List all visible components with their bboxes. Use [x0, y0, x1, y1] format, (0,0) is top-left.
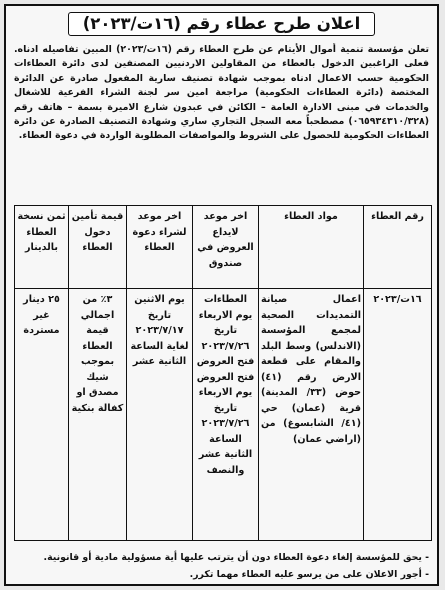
cell-purchase-deadline: يوم الاثنين تاريخ ٢٠٢٣/٧/١٧ لغاية الساعة الثانية عشر — [127, 289, 193, 541]
cell-submission-deadline: العطاءات يوم الاربعاء تاريخ ٢٠٢٣/٧/٢٦ فتح العروض فتح العروض يوم الاربعاء تاريخ ٢٠٢٣/٧/٢٦ الساعة الثانية عشر والنصف — [193, 289, 259, 541]
intro-paragraph: تعلن مؤسسة تنمية أموال الأيتام عن طرح العطاء رقم (١٦ت/٢٠٢٣) المبين تفاصيله ادناه. فعلى الراغبين الدخول بالعطاء من المقاولين الاردنيين المصنفين لدى دائرة العطاءات الحكومية حسب الاعمال ادناه بموجب شهادة تصنيف سارية المفعول صادرة عن الدائرة المختصة (دائرة العطاءات الحكومية) مراجعة امين سر لجنة الشراء الفرعية للاشغال والخدمات في مبنى الادارة العامة – الكائن في عبدون شارع الاميرة بسمة – هاتف رقم (٠٦٥٩٣٤٣١٠/٣٢٨) مصطحباً معه السجل التجاري ساري وشهادة التصنيف الصادرة عن دائرة العطاءات الحكومية للحصول على الشروط والمواصفات المطلوبة الواردة في دعوة العطاء. — [14, 44, 429, 142]
cell-tender-materials: اعمال صيانة التمديدات الصحية لمجمع المؤسسة (الاندلس) وسط البلد والمقام على قطعة الارض رقم (٤١) حوض (٣٣/ المدينة) قرية (عمان) حي (٤١/ الشابسوغ) من (اراضي عمان) — [259, 289, 364, 541]
tender-table — [14, 205, 432, 541]
header-purchase-deadline: اخر موعد لشراء دعوة العطاء — [127, 206, 193, 289]
header-copy-price: ثمن نسخة العطاء بالدينار — [15, 206, 69, 289]
note-ad-fees: - أجور الاعلان على من يرسو عليه العطاء مهما تكرر. — [189, 569, 429, 580]
header-tender-number: رقم العطاء — [364, 206, 432, 289]
notes — [9, 549, 429, 583]
table-header-row — [15, 206, 432, 289]
cell-bid-bond: ٣٪ من اجمالي قيمة العطاء بموجب شيك مصدق او كفالة بنكية — [69, 289, 127, 541]
ad-title: اعلان طرح عطاء رقم (١٦ت/٢٠٢٣) — [68, 12, 376, 36]
advertisement — [4, 4, 439, 586]
header-submission-deadline: اخر موعد لايداع العروض في صندوق — [193, 206, 259, 289]
cell-copy-price: ٢٥ دينار غير مستردة — [15, 289, 69, 541]
note-cancellation: - يحق للمؤسسة إلغاء دعوة العطاء دون أن يترتب عليها أية مسؤولية مادية أو قانونية. — [43, 552, 429, 563]
header-bid-bond: قيمة تأمين دخول العطاء — [69, 206, 127, 289]
cell-tender-number: ١٦ت/٢٠٢٣ — [364, 289, 432, 541]
header-tender-materials: مواد العطاء — [259, 206, 364, 289]
table-row — [15, 289, 432, 541]
